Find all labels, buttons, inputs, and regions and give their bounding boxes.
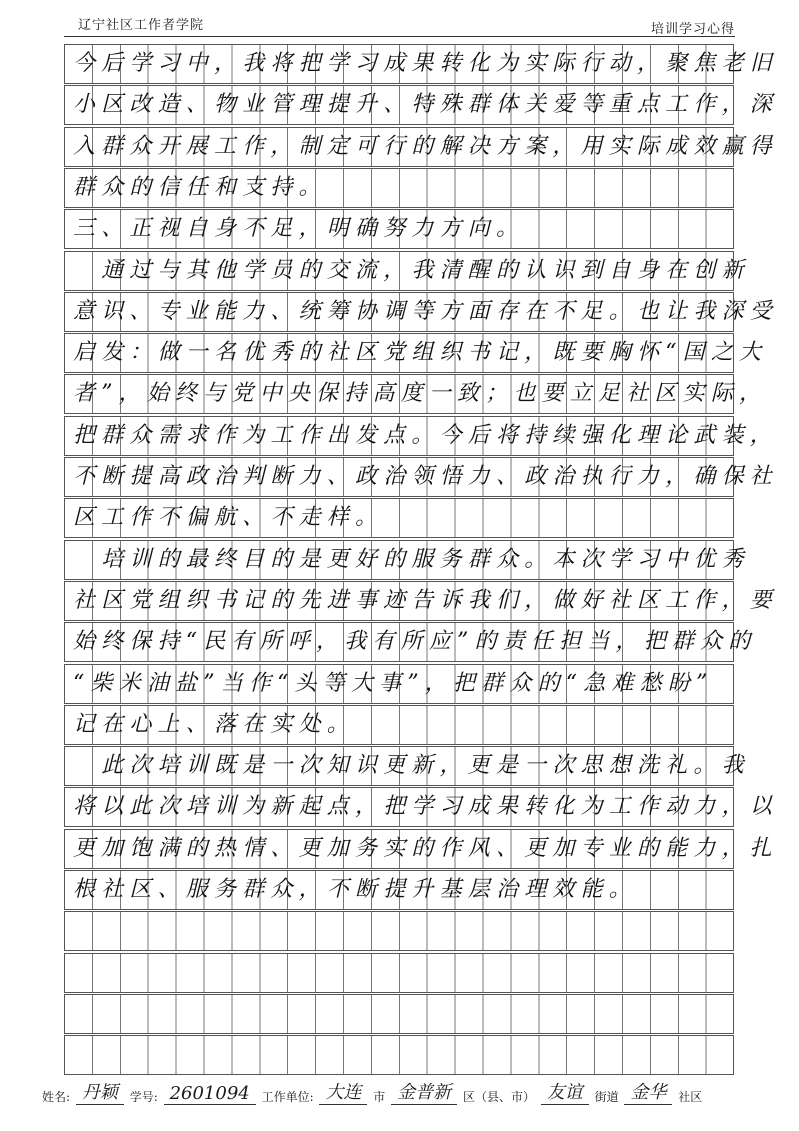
handwritten-line: 此次培训既是一次知识更新，更是一次思想洗礼。我	[73, 753, 750, 779]
name-label: 姓名:	[42, 1090, 71, 1104]
handwritten-line: 社区党组织书记的先进事迹告诉我们，做好社区工作，要	[73, 587, 779, 613]
grid-row	[64, 994, 734, 1034]
district-suffix: 区（县、市）	[462, 1090, 535, 1104]
street-value: 友谊	[541, 1078, 589, 1105]
footer-info	[42, 1078, 702, 1105]
city-suffix: 市	[373, 1090, 386, 1104]
handwritten-line: 启发：做一名优秀的社区党组织书记，既要胸怀“国之大	[73, 340, 768, 366]
handwritten-line: 更加饱满的热情、更加务实的作风、更加专业的能力，扎	[73, 835, 779, 861]
handwritten-line: “柴米油盐”当作“头等大事”，把群众的“急难愁盼”	[73, 670, 714, 696]
handwritten-line: 区工作不偏航、不走样。	[73, 505, 384, 531]
work-unit-label: 工作单位:	[261, 1090, 314, 1104]
grid-row	[64, 498, 734, 538]
handwritten-line: 培训的最终目的是更好的服务群众。本次学习中优秀	[73, 546, 750, 572]
community-value: 金华	[624, 1078, 672, 1105]
grid-row	[64, 251, 750, 291]
grid-row	[64, 829, 779, 869]
handwritten-line: 将以此次培训为新起点，把学习成果转化为工作动力，以	[73, 794, 779, 820]
city-value: 大连	[319, 1078, 367, 1105]
grid-row	[64, 911, 734, 951]
grid-row	[64, 870, 734, 910]
handwritten-line: 意识、专业能力、统筹协调等方面存在不足。也让我深受	[73, 298, 779, 324]
student-id-label: 学号:	[129, 1090, 158, 1104]
grid-row	[64, 705, 734, 745]
grid-row	[64, 581, 779, 621]
handwritten-line: 记在心上、落在实处。	[73, 711, 356, 737]
grid-row	[64, 746, 750, 786]
header-institution: 辽宁社区工作者学院	[78, 18, 205, 33]
handwritten-line: 三、正视自身不足，明确努力方向。	[73, 216, 525, 242]
street-suffix: 街道	[594, 1090, 619, 1104]
handwritten-line: 通过与其他学员的交流，我清醒的认识到自身在创新	[73, 257, 750, 283]
handwritten-line: 根社区、服务群众，不断提升基层治理效能。	[73, 877, 638, 902]
header-divider	[64, 36, 735, 37]
community-suffix: 社区	[678, 1090, 703, 1104]
grid-row	[64, 168, 734, 208]
handwritten-line: 群众的信任和支持。	[73, 174, 327, 200]
student-id-value: 2601094	[164, 1083, 256, 1105]
grid-row	[64, 664, 734, 704]
district-value: 金普新	[391, 1078, 457, 1105]
grid-row	[64, 127, 779, 167]
header-doc-title: 培训学习心得	[650, 22, 735, 37]
grid-row	[64, 292, 779, 332]
handwritten-line: 者”，始终与党中央保持高度一致；也要立足社区实际，	[73, 381, 768, 407]
grid-row	[64, 540, 750, 580]
handwritten-line: 把群众需求作为工作出发点。今后将持续强化理论武装，	[73, 422, 779, 448]
grid-row	[64, 457, 779, 497]
handwritten-line: 小区改造、物业管理提升、特殊群体关爱等重点工作，深	[73, 92, 779, 118]
grid-row	[64, 416, 779, 456]
grid-row	[64, 374, 768, 414]
handwritten-line: 不断提高政治判断力、政治领悟力、政治执行力，确保社	[73, 464, 779, 489]
grid-row	[64, 622, 757, 662]
grid-row	[64, 333, 768, 373]
grid-row	[64, 85, 779, 125]
handwritten-line: 今后学习中，我将把学习成果转化为实际行动，聚焦老旧	[73, 51, 779, 76]
handwritten-line: 始终保持“民有所呼，我有所应”的责任担当，把群众的	[73, 629, 757, 655]
grid-row	[64, 209, 734, 249]
grid-row	[64, 787, 779, 827]
grid-row	[64, 44, 779, 84]
writing-grid	[64, 44, 779, 1072]
name-value: 丹颖	[76, 1078, 124, 1105]
handwritten-line: 入群众开展工作，制定可行的解决方案，用实际成效赢得	[73, 133, 779, 159]
grid-row	[64, 953, 734, 993]
grid-row	[64, 1035, 734, 1075]
